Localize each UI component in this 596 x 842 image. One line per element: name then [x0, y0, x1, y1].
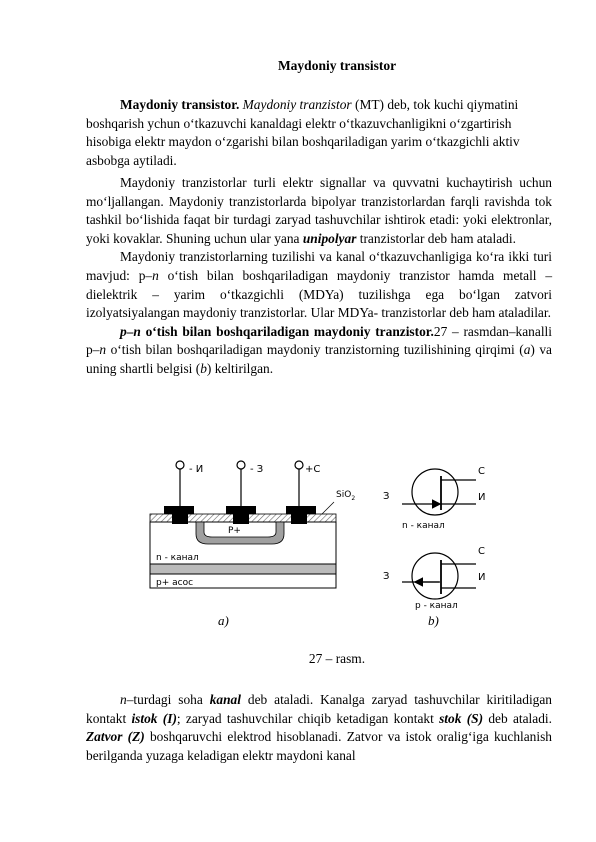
paragraph-types: [86, 248, 552, 322]
p-channel-symbol: [383, 546, 485, 611]
gate-pin-label: - З: [250, 464, 264, 475]
italic-dash: –: [508, 323, 516, 339]
source-pin: [176, 461, 203, 510]
paragraph-text: Maydoniy tranzistorlarning tuzilishi va kanal o‘tkazuvchanligiga ko‘ra ikki turi mavjud: p–: [86, 249, 552, 283]
n-channel-caption: n - канал: [402, 521, 445, 531]
paragraph-text: deb ataladi.: [483, 710, 552, 726]
italic-a: a: [523, 342, 531, 358]
italic-b: b: [200, 360, 207, 376]
paragraph-text: tranzistorlar deb ham ataladi.: [356, 230, 516, 246]
source-contact-top: [164, 506, 194, 514]
p-drain-label: С: [478, 546, 485, 557]
n-channel-label: n - канал: [156, 553, 199, 563]
drain-contact: [291, 514, 307, 524]
p-plus-label: P+: [228, 526, 241, 536]
p-channel-caption: p - канал: [415, 601, 458, 611]
paragraph-definition: [86, 96, 552, 170]
paragraph-text: o‘tish bilan boshqariladigan maydoniy tranzistorning tuzilishining qirqimi (: [106, 342, 524, 358]
page-title: Maydoniy transistor: [277, 58, 397, 73]
gate-contact: [233, 514, 249, 524]
definition-text: (MT) deb, tok kuchi qiymatini boshqarish ychun o‘tkazuvchi kanaldagi elektr o‘tkazuvchanligikni o‘zgartirish hisobiga elektr maydon o‘zgarishi bilan boshqariladigan yarim o‘tkazgichli aktiv asbobga aytiladi.: [86, 97, 520, 168]
section-heading: o‘tish bilan boshqariladigan maydoniy tranzistor.: [140, 323, 434, 339]
figure-label-b: b): [428, 613, 439, 628]
n-channel-symbol: [383, 466, 485, 531]
drain-pin: [295, 461, 320, 510]
paragraph-text: o‘tish bilan boshqariladigan maydoniy tranzistor hamda metall – dielektrik – yarim o‘tkazgichli (MDYa) tuzilishga ega bo‘lgan zatvori izolyatsiyalangan maydoniy tranzistorlar. Ular MDYa- tranzistorlar deb ham ataladilar.: [86, 267, 553, 321]
n-drain-label: С: [478, 466, 485, 477]
paragraph-terms: [86, 691, 552, 765]
italic-n: n: [152, 267, 159, 283]
p-gate-label: З: [383, 571, 390, 582]
drain-contact-top: [286, 506, 316, 514]
term-istok: istok (I): [131, 710, 177, 726]
sio2-label: SiO$_2$: [336, 490, 356, 502]
n-source-label: И: [478, 492, 486, 503]
term-stok: stok (S): [439, 710, 484, 726]
term-kanal: kanal: [209, 692, 241, 707]
term-unipolyar: unipolyar: [302, 230, 357, 246]
paragraph-text: –turdagi soha: [126, 692, 210, 707]
gate-contact-top: [226, 506, 256, 514]
substrate-band: [150, 564, 336, 574]
drain-pin-label: +С: [305, 464, 321, 475]
paragraph-text: boshqaruvchi elektrod hisoblanadi. Zatvor va istok oralig‘iga kuchlanish berilganda yuzaga keladigan elektr maydoni kanal: [86, 729, 553, 763]
source-pin-label: - И: [189, 464, 204, 475]
substrate-label: p+ асос: [156, 578, 194, 588]
gate-pin: [237, 461, 263, 510]
p-source-label: И: [478, 572, 486, 583]
paragraph-text: deb ataladi. Kanalga zaryad tashuvchilar kiritiladigan kontakt: [86, 692, 552, 726]
paragraph-text: ) va uning shartli belgisi (: [86, 342, 552, 376]
term-italic: Maydoniy tranzistor: [242, 97, 352, 112]
body-text: [86, 174, 552, 379]
n-gate-label: З: [383, 491, 390, 502]
figure-caption: 27 – rasm.: [308, 651, 366, 666]
term-pn: p–n: [120, 323, 141, 339]
paragraph-pn-transistor: [86, 323, 552, 379]
italic-n: n: [120, 692, 127, 707]
term-zatvor: Zatvor (Z): [86, 729, 145, 745]
figure-label-a: a): [218, 613, 229, 628]
paragraph-purpose: [86, 174, 552, 248]
paragraph-text: Maydoniy tranzistorlar turli elektr signallar va quvvatni kuchaytirish uchun mo‘ljallangan. Maydoniy tranzistorlarda bipolyar tranzistorlardan farqli ravishda tok tashkil bo‘lishida faqat bir turdagi zaryad tashuvchilar ishtirok etadi: yoki elektronlar, yoki kovaklar. Shuning uchun ular yana: [86, 175, 552, 246]
italic-n: n: [99, 342, 107, 358]
transistor-figure: [140, 452, 520, 612]
paragraph-text: 27 – rasmdan: [433, 323, 509, 339]
paragraph-text: kanalli p–: [86, 323, 552, 358]
paragraph-text: ) keltirilgan.: [206, 360, 274, 376]
cross-section: [150, 461, 355, 588]
paragraph-text: ; zaryad tashuvchilar chiqib ketadigan kontakt: [176, 710, 440, 726]
term-bold: Maydoniy transistor.: [120, 97, 240, 112]
